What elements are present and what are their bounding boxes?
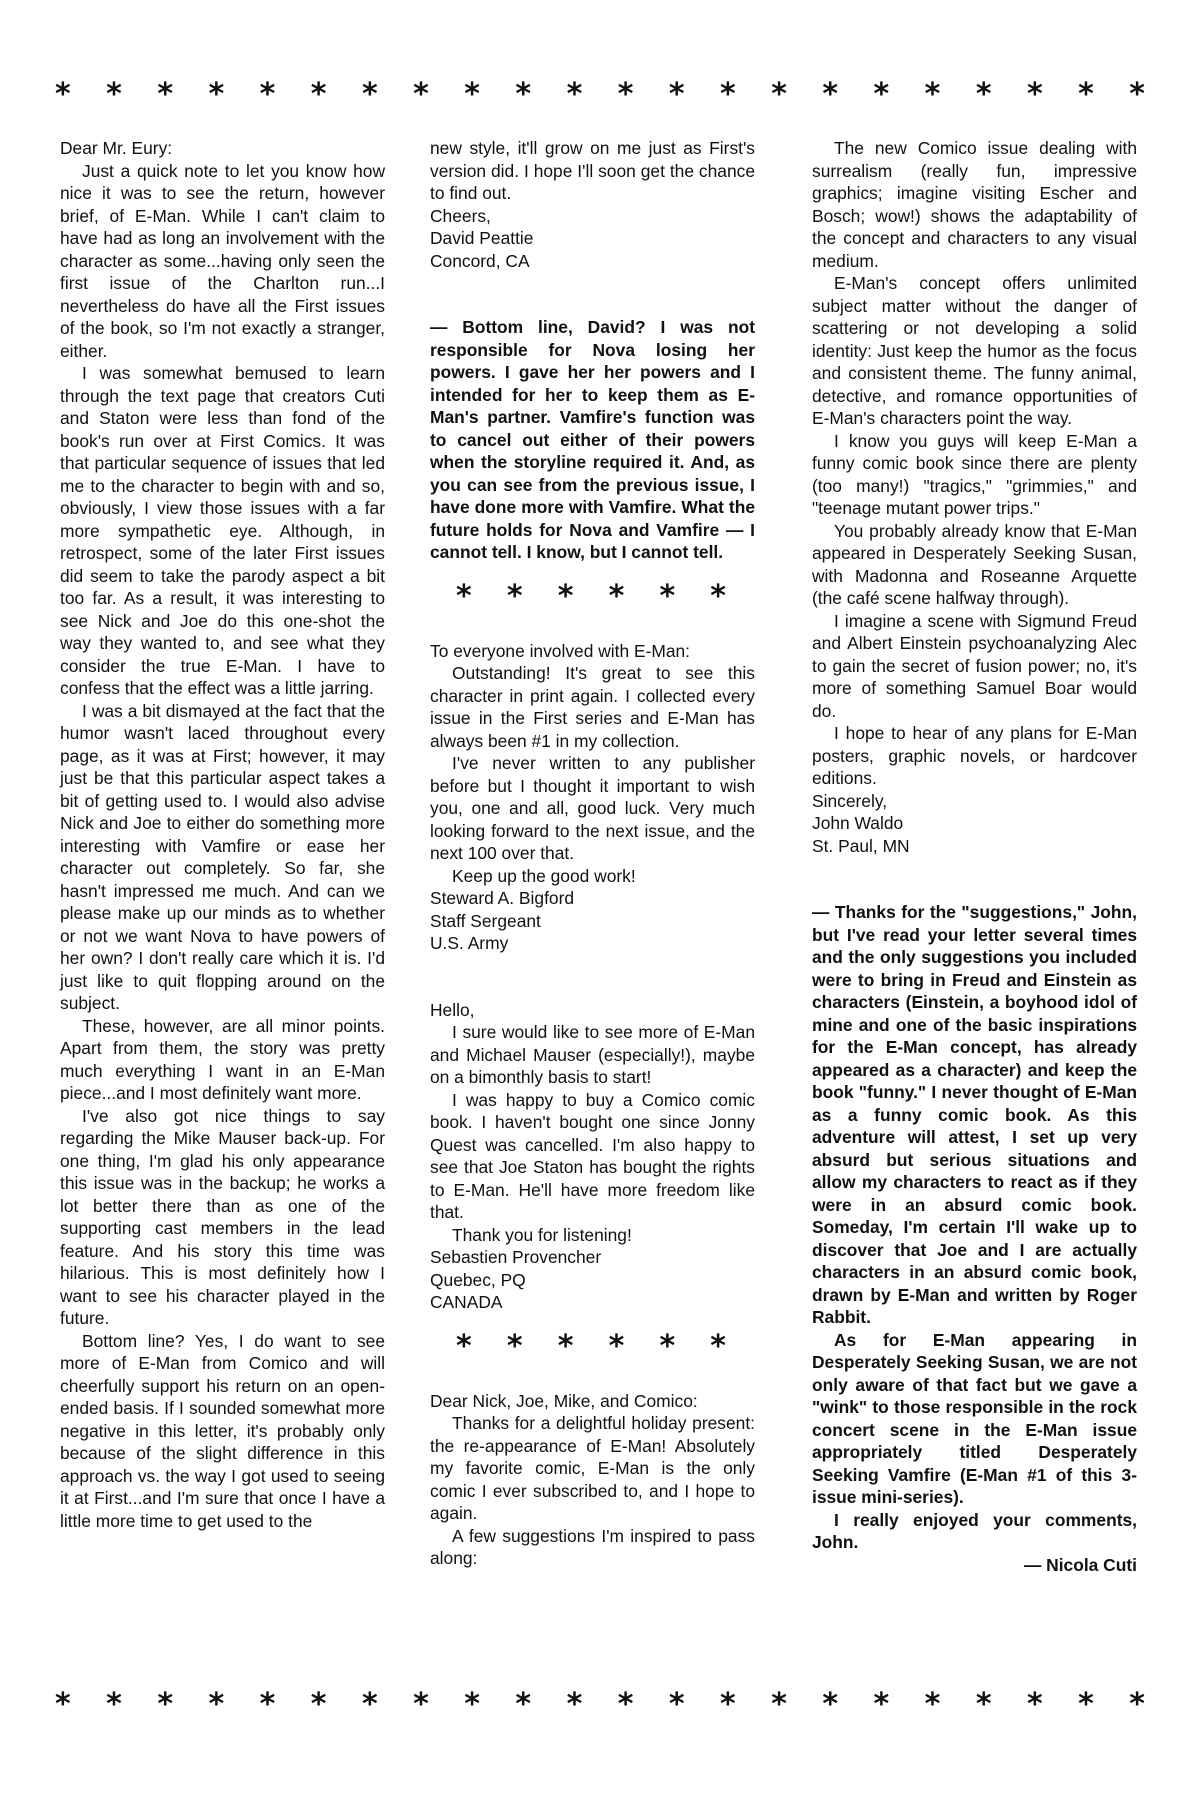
- editor-response: — Bottom line, David? I was not responsible for Nova losing her powers. I gave her her powers and I intended for her to keep them as E-Man's partner. Vamfire's function was to cancel out either of their powers when the storyline required it. And, as you can see from the previous issue, I have done more with Vamfire. What the future holds for Nova and Vamfire — I cannot tell. I know, but I cannot tell.: [430, 317, 755, 562]
- letter-paragraph: I was happy to buy a Comico comic book. I haven't bought one since Jonny Quest was cancelled. I'm also happy to see that Joe Staton has bought the rights to E-Man. He'll have more freedom like that.: [430, 1089, 755, 1222]
- letter-location: U.S. Army: [430, 933, 509, 953]
- star-icon: *: [975, 1687, 992, 1722]
- star-icon: *: [659, 578, 676, 614]
- star-icon: *: [361, 77, 378, 112]
- star-icon: *: [822, 1687, 839, 1722]
- star-icon: *: [157, 77, 174, 112]
- letter-closing: Cheers,: [430, 205, 491, 226]
- star-icon: *: [1129, 77, 1145, 112]
- editor-response: As for E-Man appearing in Desperately Seeking Susan, we are not only aware of that fact but we gave a "wink" to those responsible in the rock concert scene in the E-Man issue appropriately titled Desperately Seeking Vamfire (E-Man #1 of this 3-issue mini-series).: [812, 1329, 1137, 1507]
- editor-response: I really enjoyed your comments, John.: [812, 1509, 1137, 1552]
- star-icon: *: [771, 1687, 787, 1722]
- star-icon: *: [873, 1687, 890, 1722]
- letter-signature: John Waldo: [812, 813, 904, 833]
- star-icon: *: [55, 1687, 71, 1722]
- star-icon: *: [975, 77, 992, 112]
- letter-closing: Keep up the good work!: [452, 865, 636, 886]
- spacer: [812, 857, 1137, 901]
- letter-paragraph: I've also got nice things to say regarding the Mike Mauser back-up. For one thing, I'm glad his only appearance this issue was in the backup; he works a lot better there than as one of the supporting cast members in the lead feature. And his story this time was hilarious. This is most definitely how I want to see his character played in the future.: [60, 1105, 385, 1328]
- star-icon: *: [456, 578, 472, 614]
- star-icon: *: [106, 77, 122, 112]
- letter-paragraph: A few suggestions I'm inspired to pass along:: [430, 1525, 755, 1568]
- column-3: [812, 137, 1137, 1576]
- editor-response: — Thanks for the "suggestions," John, but I've read your letter several times and the only suggestions you included were to bring in Freud and Einstein as characters (Einstein, a boyhood idol of mine and one of the basic inspirations for the E-Man concept, has already appeared as a character) and keep the book "funny." I never thought of E-Man as a funny comic book. As this adventure will attest, I set up very absurd but serious situations and allow my characters to react as if they were in an absurd comic book. Someday, I'm certain I'll wake up to discover that Joe and I are actually characters in an absurd comic book, drawn by E-Man and written by Roger Rabbit.: [812, 902, 1137, 1327]
- letter-salutation: Hello,: [430, 999, 475, 1020]
- letter-paragraph: I was a bit dismayed at the fact that the humor wasn't laced throughout every page, as it was at First; however, it may just be that this particular aspect takes a bit of getting used to. I would also advise Nick and Joe to either do something more interesting with Vamfire or ease her character out completely. So far, she hasn't impressed me much. And can we please make up our minds as to whether or not we want Nova to have powers of her own? I don't really care which it is. I'd just like to quit flopping around on the subject.: [60, 700, 385, 1013]
- letter-paragraph: Thanks for a delightful holiday present: the re-appearance of E-Man! Absolutely my favorite comic, E-Man is the only comic I ever subscribed to, and I hope to again.: [430, 1413, 755, 1523]
- star-icon: *: [157, 1687, 174, 1722]
- star-icon: *: [413, 77, 429, 112]
- letter-salutation: Dear Mr. Eury:: [60, 138, 173, 158]
- star-icon: *: [924, 1687, 941, 1722]
- letter-location: Quebec, PQ: [430, 1269, 526, 1290]
- star-icon: *: [208, 1687, 225, 1722]
- letter-paragraph: I imagine a scene with Sigmund Freud and Albert Einstein psychoanalyzing Alec to gain the secret of fusion power; no, it's more of something Samuel Boar would do.: [812, 610, 1137, 721]
- letter-salutation: To everyone involved with E-Man:: [430, 640, 691, 661]
- star-icon: *: [515, 1687, 532, 1722]
- letter-signature: David Peattie: [430, 228, 534, 248]
- letter-salutation: Dear Nick, Joe, Mike, and Comico:: [430, 1390, 698, 1411]
- star-icon: *: [608, 1328, 625, 1364]
- bottom-star-border: [55, 1687, 1145, 1722]
- star-icon: *: [617, 1687, 634, 1722]
- letter-paragraph: I was somewhat bemused to learn through the text page that creators Cuti and Staton were less than fond of the book's run over at First Comics. It was that particular sequence of issues that led me to the character to begin with and so, obviously, I view those issues with a far more sympathetic eye. Although, in retrospect, some of the later First issues did seem to take the parody aspect a bit too far. As a result, it was interesting to see Nick and Joe do this one-shot the way they wanted to, and see what they consider the true E-Man. I have to confess that the effect was a little jarring.: [60, 363, 385, 698]
- star-icon: *: [413, 1687, 429, 1722]
- star-icon: *: [873, 77, 890, 112]
- star-icon: *: [720, 77, 736, 112]
- letter-location: St. Paul, MN: [812, 835, 910, 856]
- star-icon: *: [668, 1687, 685, 1722]
- star-icon: *: [710, 578, 726, 614]
- star-icon: *: [566, 1687, 583, 1722]
- spacer: [430, 955, 755, 999]
- letter-closing: Sincerely,: [812, 790, 888, 811]
- star-icon: *: [259, 1687, 276, 1722]
- star-icon: *: [515, 77, 532, 112]
- star-icon: *: [720, 1687, 736, 1722]
- letter-location: Concord, CA: [430, 250, 530, 271]
- star-icon: *: [608, 578, 625, 614]
- letter-paragraph: Bottom line? Yes, I do want to see more of E-Man from Comico and will cheerfully support his return on an open-ended basis. If I sounded somewhat more negative in this letter, it's probably only because of the slight difference in this approach vs. the way I got used to seeing it at First...and I'm sure that once I have a little more time to get used to the: [60, 1330, 385, 1531]
- star-icon: *: [566, 77, 583, 112]
- star-icon: *: [668, 77, 685, 112]
- letter-paragraph: You probably already know that E-Man appeared in Desperately Seeking Susan, with Madonna and Roseanne Arquette (the café scene halfway through).: [812, 520, 1137, 608]
- star-divider: [456, 578, 726, 614]
- star-icon: *: [771, 77, 787, 112]
- star-icon: *: [1026, 1687, 1043, 1722]
- spacer: [430, 272, 755, 316]
- star-icon: *: [1026, 77, 1043, 112]
- letter-signature: Steward A. Bigford: [430, 888, 575, 908]
- star-icon: *: [659, 1328, 676, 1364]
- top-star-border: [55, 77, 1145, 112]
- column-2: [430, 137, 755, 1570]
- column-1: [60, 137, 385, 1532]
- star-icon: *: [557, 1328, 574, 1364]
- star-icon: *: [310, 1687, 327, 1722]
- star-icon: *: [822, 77, 839, 112]
- letter-paragraph: Just a quick note to let you know how nice it was to see the return, however brief, of E-Man. While I can't claim to have had as long an involvement with the character as some...having only seen the first issue of the Charlton run...I nevertheless do have all the First issues of the book, so I'm not exactly a stranger, either.: [60, 160, 385, 361]
- letter-paragraph: I've never written to any publisher before but I thought it important to wish you, one and all, good luck. Very much looking forward to the next issue, and the next 100 over that.: [430, 753, 755, 863]
- star-icon: *: [208, 77, 225, 112]
- editor-signature: — Nicola Cuti: [1023, 1554, 1137, 1575]
- letter-paragraph: I hope to hear of any plans for E-Man posters, graphic novels, or hardcover editions.: [812, 723, 1137, 788]
- letter-paragraph: I sure would like to see more of E-Man and Michael Mauser (especially!), maybe on a bimonthly basis to start!: [430, 1022, 755, 1087]
- letter-paragraph: E-Man's concept offers unlimited subject matter without the danger of scattering or not developing a solid identity: Just keep the humor as the focus and consistent theme. The funny animal, detective, and romance opportunities of E-Man's characters point the way.: [812, 273, 1137, 428]
- letter-title: Staff Sergeant: [430, 910, 541, 931]
- star-icon: *: [1078, 77, 1094, 112]
- star-icon: *: [464, 77, 480, 112]
- letter-paragraph: I know you guys will keep E-Man a funny comic book since there are plenty (too many!) "tragics," "grimmies," and "teenage mutant power trips.": [812, 430, 1137, 518]
- letter-paragraph: Outstanding! It's great to see this character in print again. I collected every issue in the First series and E-Man has always been #1 in my collection.: [430, 663, 755, 751]
- star-divider: [456, 1328, 726, 1364]
- star-icon: *: [456, 1328, 472, 1364]
- star-icon: *: [506, 578, 523, 614]
- letter-closing: Thank you for listening!: [452, 1224, 632, 1245]
- star-icon: *: [557, 578, 574, 614]
- star-icon: *: [464, 1687, 480, 1722]
- letter-paragraph: new style, it'll grow on me just as First's version did. I hope I'll soon get the chance to find out.: [430, 138, 755, 203]
- star-icon: *: [55, 77, 71, 112]
- star-icon: *: [506, 1328, 523, 1364]
- letter-paragraph: These, however, are all minor points. Apart from them, the story was pretty much everything I want in an E-Man piece...and I most definitely want more.: [60, 1015, 385, 1103]
- star-icon: *: [1129, 1687, 1145, 1722]
- star-icon: *: [1078, 1687, 1094, 1722]
- letter-signature: Sebastien Provencher: [430, 1247, 602, 1267]
- star-icon: *: [361, 1687, 378, 1722]
- star-icon: *: [924, 77, 941, 112]
- star-icon: *: [259, 77, 276, 112]
- star-icon: *: [617, 77, 634, 112]
- star-icon: *: [106, 1687, 122, 1722]
- star-icon: *: [310, 77, 327, 112]
- star-icon: *: [710, 1328, 726, 1364]
- letter-paragraph: The new Comico issue dealing with surrealism (really fun, impressive graphics; imagine visiting Escher and Bosch; wow!) shows the adaptability of the concept and characters to any visual medium.: [812, 138, 1137, 271]
- letter-location: CANADA: [430, 1292, 503, 1312]
